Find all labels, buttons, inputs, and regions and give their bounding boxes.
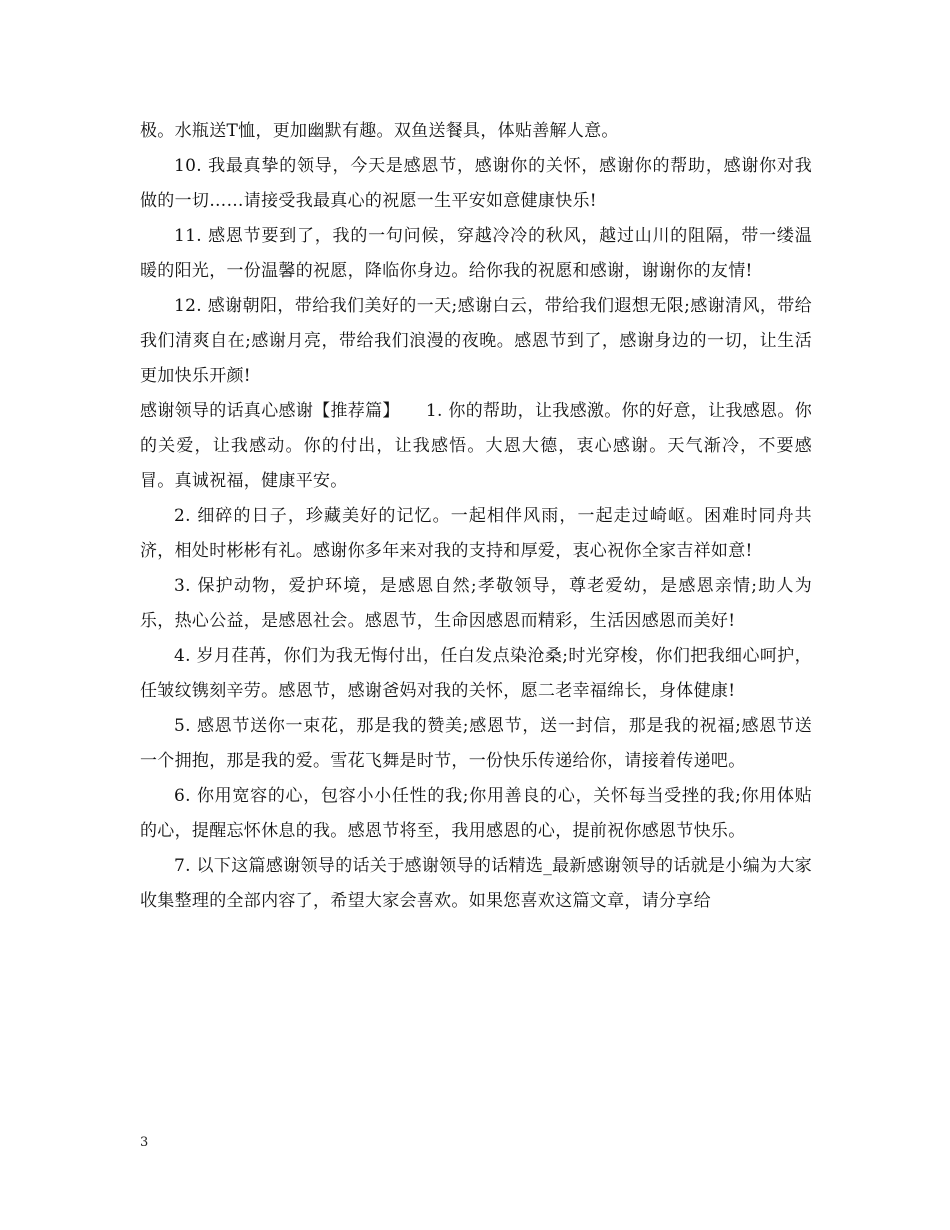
document-body bbox=[140, 114, 812, 919]
paragraph-item-5: 5. 感恩节送你一束花，那是我的赞美;感恩节，送一封信，那是我的祝福;感恩节送一个拥抱，那是我的爱。雪花飞舞是时节，一份快乐传递给你，请接着传递吧。 bbox=[140, 716, 812, 771]
section-heading-paragraph: 感谢领导的话真心感谢【推荐篇】 1. 你的帮助，让我感激。你的好意，让我感恩。你的关爱，让我感动。你的付出，让我感悟。大恩大德，衷心感谢。天气渐冷，不要感冒。真诚祝福，健康平安。 bbox=[140, 401, 812, 491]
paragraph-item-3: 3. 保护动物，爱护环境，是感恩自然;孝敬领导，尊老爱幼，是感恩亲情;助人为乐，热心公益，是感恩社会。感恩节，生命因感恩而精彩，生活因感恩而美好! bbox=[140, 576, 812, 631]
paragraph-continuation: 极。水瓶送T恤，更加幽默有趣。双鱼送餐具，体贴善解人意。 bbox=[140, 121, 619, 141]
paragraph-item-6: 6. 你用宽容的心，包容小小任性的我;你用善良的心，关怀每当受挫的我;你用体贴的心，提醒忘怀休息的我。感恩节将至，我用感恩的心，提前祝你感恩节快乐。 bbox=[140, 786, 812, 841]
paragraph-item-11: 11. 感恩节要到了，我的一句问候，穿越冷冷的秋风，越过山川的阻隔，带一缕温暖的阳光，一份温馨的祝愿，降临你身边。给你我的祝愿和感谢，谢谢你的友情! bbox=[140, 226, 812, 281]
paragraph-item-10: 10. 我最真挚的领导，今天是感恩节，感谢你的关怀，感谢你的帮助，感谢你对我做的一切……请接受我最真心的祝愿一生平安如意健康快乐! bbox=[140, 156, 812, 211]
paragraph-item-4: 4. 岁月荏苒，你们为我无悔付出，任白发点染沧桑;时光穿梭，你们把我细心呵护，任皱纹镌刻辛劳。感恩节，感谢爸妈对我的关怀，愿二老幸福绵长，身体健康! bbox=[140, 646, 812, 701]
paragraph-item-7: 7. 以下这篇感谢领导的话关于感谢领导的话精选_最新感谢领导的话就是小编为大家收集整理的全部内容了，希望大家会喜欢。如果您喜欢这篇文章，请分享给 bbox=[140, 856, 812, 911]
page-number: 3 bbox=[140, 1135, 149, 1150]
paragraph-item-2: 2. 细碎的日子，珍藏美好的记忆。一起相伴风雨，一起走过崎岖。困难时同舟共济，相处时彬彬有礼。感谢你多年来对我的支持和厚爱，衷心祝你全家吉祥如意! bbox=[140, 506, 812, 561]
paragraph-item-12: 12. 感谢朝阳，带给我们美好的一天;感谢白云，带给我们遐想无限;感谢清风，带给我们清爽自在;感谢月亮，带给我们浪漫的夜晚。感恩节到了，感谢身边的一切，让生活更加快乐开颜! bbox=[140, 296, 812, 386]
